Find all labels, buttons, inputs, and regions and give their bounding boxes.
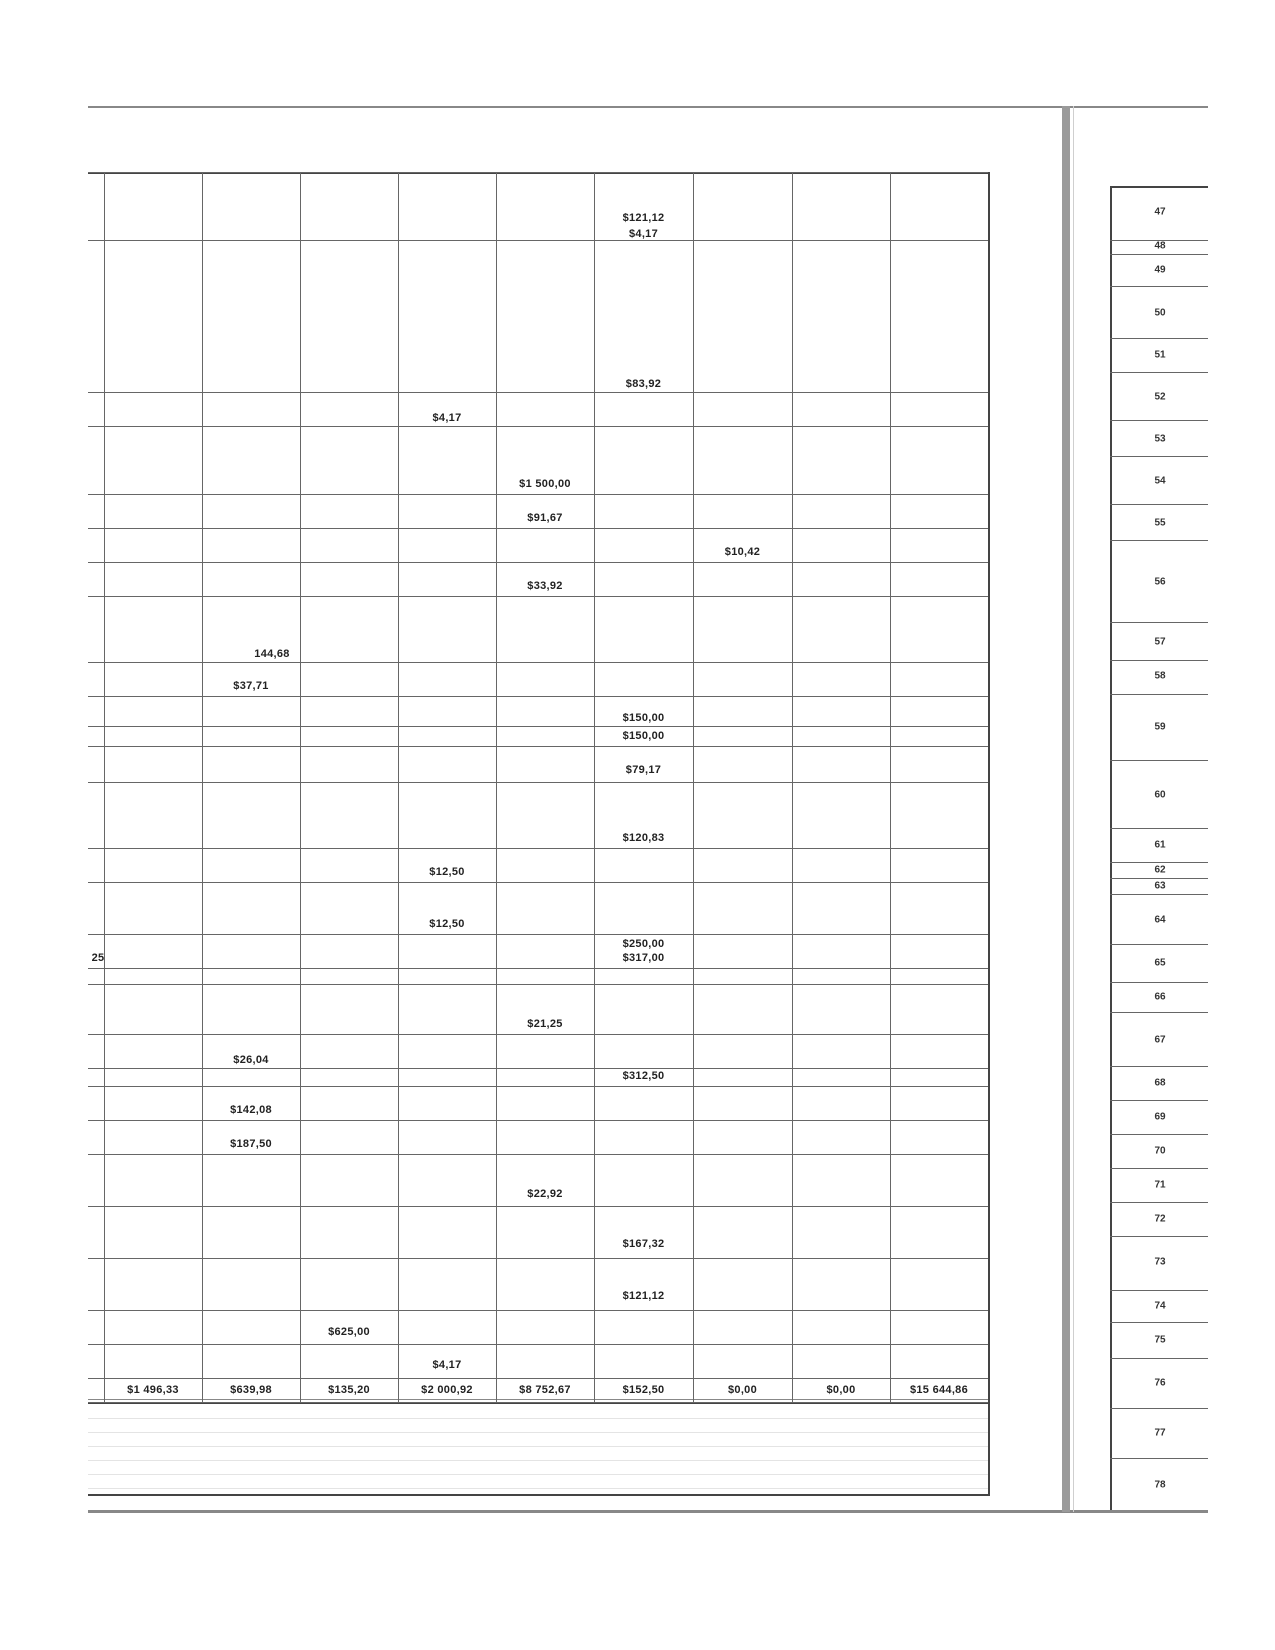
cell-value: $22,92 (527, 1188, 563, 1200)
row-line (88, 1034, 988, 1035)
row-number: 69 (1154, 1111, 1166, 1123)
row-number: 73 (1154, 1256, 1166, 1268)
row-number: 47 (1154, 206, 1166, 218)
row-line (88, 848, 988, 849)
row-number-divider (1110, 1168, 1208, 1169)
row-number: 65 (1154, 957, 1166, 969)
row-line (88, 240, 988, 241)
row-number-panel-left (1110, 186, 1112, 1510)
page-top-border (88, 106, 1208, 108)
row-number-divider (1110, 660, 1208, 661)
row-number: 57 (1154, 636, 1166, 648)
row-line (88, 1120, 988, 1121)
column-line (300, 172, 301, 1403)
row-number: 52 (1154, 391, 1166, 403)
total-value: $1 496,33 (127, 1384, 179, 1396)
cell-value: $187,50 (230, 1138, 272, 1150)
row-number-divider (1110, 1012, 1208, 1013)
cell-value: 144,68 (254, 648, 290, 660)
faint-gridline (88, 1474, 988, 1475)
total-value: $8 752,67 (519, 1384, 571, 1396)
cell-value: $150,00 (622, 712, 665, 724)
cell-value: $37,71 (233, 680, 269, 692)
cell-value: $4,17 (432, 1359, 462, 1371)
row-number-divider (1110, 878, 1208, 879)
faint-gridline (88, 1432, 988, 1433)
row-number-divider (1110, 1100, 1208, 1101)
row-line (88, 494, 988, 495)
row-line (88, 726, 988, 727)
row-number-divider (1110, 420, 1208, 421)
cell-value: $317,00 (622, 952, 665, 964)
row-number: 71 (1154, 1179, 1166, 1191)
row-line (88, 984, 988, 985)
total-value: $639,98 (230, 1384, 272, 1396)
cell-value: $83,92 (625, 378, 662, 390)
row-line (88, 934, 988, 935)
cell-value: $1 500,00 (519, 478, 571, 490)
faint-gridline (88, 1488, 988, 1489)
row-line (88, 1344, 988, 1345)
row-line (88, 1258, 988, 1259)
row-number: 61 (1154, 839, 1166, 851)
row-line (88, 1086, 988, 1087)
cell-value: $120,83 (622, 832, 665, 844)
row-line (88, 968, 988, 969)
row-number-divider (1110, 760, 1208, 761)
row-number-divider (1110, 1408, 1208, 1409)
cell-value: $79,17 (625, 764, 662, 776)
page-divider-thin (1073, 106, 1074, 1512)
row-number: 58 (1154, 670, 1166, 682)
column-line (693, 172, 694, 1403)
row-number: 62 (1154, 864, 1166, 876)
row-number-divider (1110, 1236, 1208, 1237)
cell-value: $10,42 (724, 546, 761, 558)
row-number: 67 (1154, 1034, 1166, 1046)
row-number: 70 (1154, 1145, 1166, 1157)
row-number: 77 (1154, 1427, 1166, 1439)
row-number: 48 (1154, 240, 1166, 252)
row-line (88, 1378, 988, 1379)
row-number-divider (1110, 1134, 1208, 1135)
row-number: 75 (1154, 1334, 1166, 1346)
page-bottom-border (88, 1510, 1208, 1513)
page-divider (1062, 106, 1070, 1512)
row-number: 56 (1154, 576, 1166, 588)
row-number: 50 (1154, 307, 1166, 319)
column-line (594, 172, 595, 1403)
row-number: 49 (1154, 264, 1166, 276)
row-number-divider (1110, 254, 1208, 255)
faint-gridline (88, 1418, 988, 1419)
total-value: $135,20 (328, 1384, 370, 1396)
row-number: 59 (1154, 721, 1166, 733)
row-number-divider (1110, 1066, 1208, 1067)
cell-value: $150,00 (622, 730, 665, 742)
row-number-divider (1110, 338, 1208, 339)
row-line (88, 1402, 988, 1403)
row-number-divider (1110, 894, 1208, 895)
row-line (88, 1154, 988, 1155)
column-line (792, 172, 793, 1403)
row-line (88, 562, 988, 563)
row-line (88, 426, 988, 427)
total-value: $0,00 (826, 1384, 856, 1396)
row-number-divider (1110, 1458, 1208, 1459)
row-number-divider (1110, 1322, 1208, 1323)
total-value: $0,00 (727, 1384, 758, 1396)
row-number-divider (1110, 1290, 1208, 1291)
row-number-divider (1110, 540, 1208, 541)
row-number-divider (1110, 456, 1208, 457)
row-number-divider (1110, 694, 1208, 695)
faint-gridline (88, 1446, 988, 1447)
cell-value: $12,50 (429, 866, 465, 878)
cell-value: $121,12 (622, 1290, 665, 1302)
row-line (88, 782, 988, 783)
column-line (398, 172, 399, 1403)
row-number-divider (1110, 944, 1208, 945)
row-number: 72 (1154, 1213, 1166, 1225)
row-number: 54 (1154, 475, 1166, 487)
row-number: 53 (1154, 433, 1166, 445)
row-number-divider (1110, 1358, 1208, 1359)
table-right (988, 172, 990, 1496)
row-number-divider (1110, 286, 1208, 287)
row-line (88, 392, 988, 393)
row-number-panel-top (1110, 186, 1208, 188)
cell-value: $250,00 (622, 938, 665, 950)
row-number: 68 (1154, 1077, 1166, 1089)
row-line (88, 596, 988, 597)
row-number: 60 (1154, 789, 1166, 801)
row-number: 63 (1154, 880, 1166, 892)
row-line (88, 1068, 988, 1069)
row-line (88, 528, 988, 529)
row-number-divider (1110, 372, 1208, 373)
cell-value: $121,12 (622, 212, 665, 224)
cell-value: $312,50 (622, 1070, 665, 1082)
row-number: 74 (1154, 1300, 1166, 1312)
row-number: 55 (1154, 517, 1166, 529)
cell-value: $21,25 (527, 1018, 563, 1030)
cell-value: $91,67 (527, 512, 563, 524)
total-value: $15 644,86 (909, 1384, 969, 1396)
row-number: 64 (1154, 914, 1166, 926)
column-line (104, 172, 105, 1403)
faint-gridline (88, 1460, 988, 1461)
row-number-divider (1110, 1202, 1208, 1203)
row-line (88, 662, 988, 663)
column-line (496, 172, 497, 1403)
cell-value: $142,08 (230, 1104, 272, 1116)
row-line (88, 746, 988, 747)
total-value: $2 000,92 (421, 1384, 473, 1396)
row-line (88, 1206, 988, 1207)
cell-value: $4,17 (628, 228, 659, 240)
cell-value: 25 (91, 952, 105, 964)
total-value: $152,50 (622, 1384, 665, 1396)
row-number-divider (1110, 828, 1208, 829)
cell-value: $625,00 (328, 1326, 370, 1338)
row-number: 51 (1154, 349, 1166, 361)
table-bottom (88, 1494, 988, 1496)
row-number-divider (1110, 862, 1208, 863)
cell-value: $4,17 (432, 412, 462, 424)
row-number-divider (1110, 982, 1208, 983)
row-line (88, 1310, 988, 1311)
cell-value: $33,92 (527, 580, 563, 592)
row-line (88, 882, 988, 883)
cell-value: $26,04 (233, 1054, 269, 1066)
row-number: 66 (1154, 991, 1166, 1003)
row-number: 78 (1154, 1479, 1166, 1491)
column-line (202, 172, 203, 1403)
row-line (88, 172, 988, 173)
cell-value: $12,50 (429, 918, 465, 930)
row-number: 76 (1154, 1377, 1166, 1389)
row-number-divider (1110, 504, 1208, 505)
row-number-divider (1110, 622, 1208, 623)
column-line (890, 172, 891, 1403)
row-line (88, 696, 988, 697)
table-totals-bottom (88, 1399, 988, 1400)
cell-value: $167,32 (622, 1238, 665, 1250)
